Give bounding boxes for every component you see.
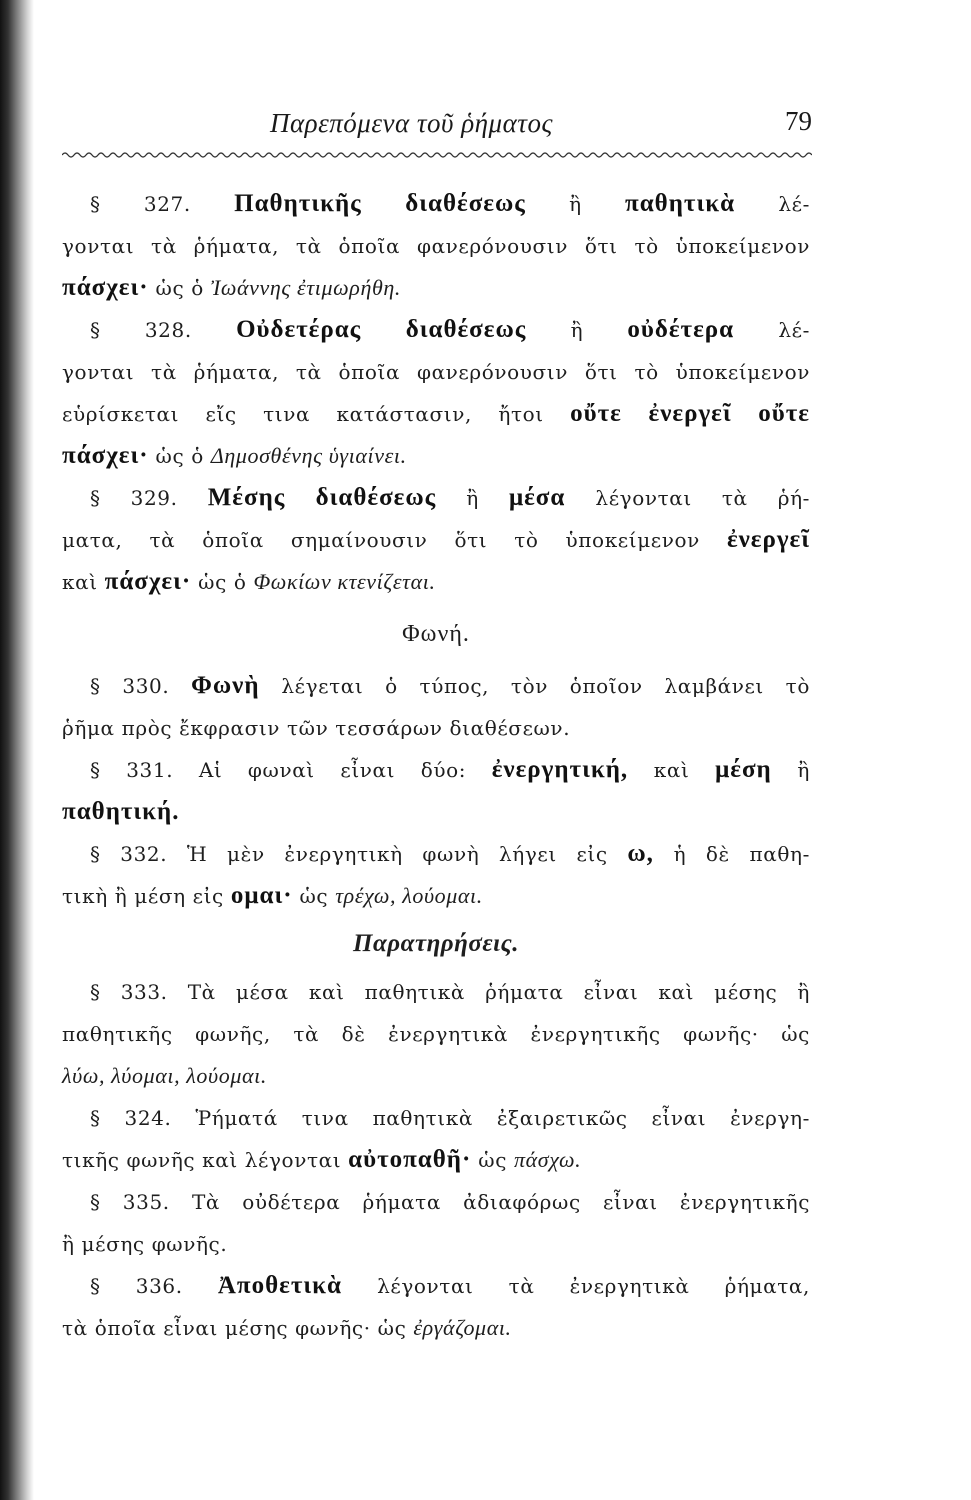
- section-number: § 335.: [90, 1190, 170, 1214]
- paragraph-336-line-1: [62, 1265, 810, 1307]
- paragraph-328-line-4: [62, 435, 810, 477]
- text-run: λέ-: [778, 318, 810, 342]
- text-run: ὡς: [299, 884, 329, 908]
- section-number: § 329.: [90, 486, 178, 510]
- italic-example: τρέχω, λούομαι.: [335, 883, 483, 908]
- section-number: § 330.: [90, 674, 170, 698]
- paragraph-334-line-2: [62, 1139, 810, 1181]
- bold-term: ω,: [627, 840, 654, 867]
- page-body: [62, 183, 810, 1349]
- text-run: Αἱ φωναὶ εἶναι δύο:: [198, 758, 467, 782]
- paragraph-327-line-3: [62, 267, 810, 309]
- header-wavy-rule: [62, 150, 812, 160]
- section-number: § 327.: [90, 192, 191, 216]
- italic-example: ἐργάζομαι.: [413, 1315, 512, 1340]
- paragraph-333-line-2: παθητικῆς φωνῆς, τὰ δὲ ἐνεργητικὰ ἐνεργητικῆς φωνῆς· ὡς: [62, 1022, 810, 1046]
- text-run: ὡς ὁ: [155, 444, 204, 468]
- paragraph-334-line-1: [62, 1097, 810, 1139]
- text-run: καὶ: [62, 570, 98, 594]
- text-run: ἡ δὲ παθη-: [673, 842, 810, 866]
- binding-shadow: [0, 0, 34, 1500]
- bold-term: πάσχει·: [62, 274, 149, 301]
- section-number: § 328.: [90, 318, 192, 342]
- bold-term: ἐνεργητική,: [491, 756, 629, 783]
- bold-term: Μέσης διαθέσεως: [207, 484, 437, 511]
- bold-term: μέσα: [508, 484, 566, 511]
- paragraph-327-line-1: [62, 183, 810, 225]
- paragraph-329-line-1: [62, 477, 810, 519]
- italic-example: Δημοσθένης ὑγιαίνει.: [210, 443, 407, 468]
- text-run: Ἡ μὲν ἐνεργητικὴ φωνὴ λήγει εἰς: [186, 842, 608, 866]
- italic-example: Φωκίων κτενίζεται.: [253, 569, 436, 594]
- running-title: Παρεπόμενα τοῦ ῥήματος: [270, 108, 553, 138]
- italic-example: πάσχω.: [513, 1147, 582, 1172]
- text-run: ἢ: [569, 192, 582, 216]
- italic-example: λύω, λύομαι, λούομαι.: [62, 1063, 267, 1088]
- text-run: λέγονται τὰ ἐνεργητικὰ ῥήματα,: [377, 1274, 810, 1298]
- paragraph-330-line-2: ῥῆμα πρὸς ἔκφρασιν τῶν τεσσάρων διαθέσεων.: [62, 716, 571, 740]
- bold-term: Οὐδετέρας διαθέσεως: [236, 316, 527, 343]
- bold-term: ομαι·: [230, 882, 293, 909]
- text-run: ὡς ὁ: [155, 276, 204, 300]
- section-number: § 336.: [90, 1274, 183, 1298]
- text-run: Τὰ οὐδέτερα ῥήματα ἀδιαφόρως εἶναι ἐνεργητικῆς: [191, 1190, 810, 1214]
- paragraph-332-line-2: [62, 875, 810, 917]
- text-run: λέ-: [778, 192, 810, 216]
- text-run: ὡς: [478, 1148, 508, 1172]
- paragraph-328-line-2: γονται τὰ ῥήματα, τὰ ὁποῖα φανερόνουσιν ὅτι τὸ ὑποκείμενον: [62, 360, 810, 384]
- bold-term: μέση: [715, 756, 772, 783]
- text-run: Ῥήματά τινα παθητικὰ ἐξαιρετικῶς εἶναι ἐνεργη-: [195, 1106, 810, 1130]
- text-run: λέγονται τὰ ῥή-: [595, 486, 811, 510]
- page-header: [62, 108, 812, 148]
- bold-term: πάσχει·: [104, 568, 192, 595]
- text-run: λέγεται ὁ τύπος, τὸν ὁποῖον λαμβάνει τὸ: [281, 674, 810, 698]
- section-number: § 331.: [90, 758, 174, 782]
- page-number: 79: [785, 106, 812, 136]
- paragraph-331-line-2: [62, 791, 810, 833]
- paragraph-329-line-2: [62, 519, 810, 561]
- text-run: εὑρίσκεται εἴς τινα κατάστασιν, ἤτοι: [62, 402, 544, 426]
- paragraph-328-line-1: [62, 309, 810, 351]
- bold-term: αὐτοπαθῆ·: [348, 1146, 472, 1173]
- section-heading-voice: Φωνή.: [402, 621, 470, 647]
- paragraph-328-line-3: [62, 393, 810, 435]
- bold-term: Παθητικῆς διαθέσεως: [234, 190, 526, 217]
- text-run: καὶ: [653, 758, 690, 782]
- bold-term: ἐνεργεῖ: [726, 526, 810, 553]
- paragraph-333-line-3: [62, 1055, 810, 1097]
- section-number: § 332.: [90, 842, 168, 866]
- bold-term: παθητικὰ: [625, 190, 736, 217]
- text-run: ὡς ὁ: [198, 570, 247, 594]
- text-run: ἢ: [570, 318, 584, 342]
- bold-term: οὐδέτερα: [627, 316, 735, 343]
- paragraph-335-line-2: ἢ μέσης φωνῆς.: [62, 1232, 228, 1256]
- paragraph-327-line-2: γονται τὰ ῥήματα, τὰ ὁποῖα φανερόνουσιν ὅτι τὸ ὑποκείμενον: [62, 234, 810, 258]
- paragraph-333-line-1: [62, 971, 810, 1013]
- bold-term: οὔτε ἐνεργεῖ οὔτε: [570, 400, 810, 427]
- paragraph-336-line-2: [62, 1307, 810, 1349]
- text-run: ἢ: [797, 758, 810, 782]
- text-run: ματα, τὰ ὁποῖα σημαίνουσιν ὅτι τὸ ὑποκείμενον: [62, 528, 700, 552]
- section-number: § 324.: [90, 1106, 172, 1130]
- bold-term: παθητική.: [62, 798, 180, 825]
- text-run: Τὰ μέσα καὶ παθητικὰ ῥήματα εἶναι καὶ μέσης ἢ: [187, 980, 810, 1004]
- text-run: τικὴ ἢ μέση εἰς: [62, 884, 224, 908]
- text-run: τικῆς φωνῆς καὶ λέγονται: [62, 1148, 342, 1172]
- section-heading-remarks: Παρατηρήσεις.: [353, 930, 519, 957]
- section-number: § 333.: [90, 980, 168, 1004]
- paragraph-335-line-1: [62, 1181, 810, 1223]
- italic-example: Ἰωάννης ἐτιμωρήθη.: [210, 275, 401, 300]
- paragraph-331-line-1: [62, 749, 810, 791]
- paragraph-332-line-1: [62, 833, 810, 875]
- text-run: τὰ ὁποῖα εἶναι μέσης φωνῆς·: [62, 1316, 371, 1340]
- bold-term: Ἀποθετικὰ: [217, 1272, 342, 1299]
- paragraph-329-line-3: [62, 561, 810, 603]
- text-run: ὡς: [377, 1316, 407, 1340]
- text-run: ἢ: [466, 486, 479, 510]
- bold-term: πάσχει·: [62, 442, 149, 469]
- paragraph-330-line-1: [62, 665, 810, 707]
- bold-term: Φωνὴ: [191, 672, 260, 699]
